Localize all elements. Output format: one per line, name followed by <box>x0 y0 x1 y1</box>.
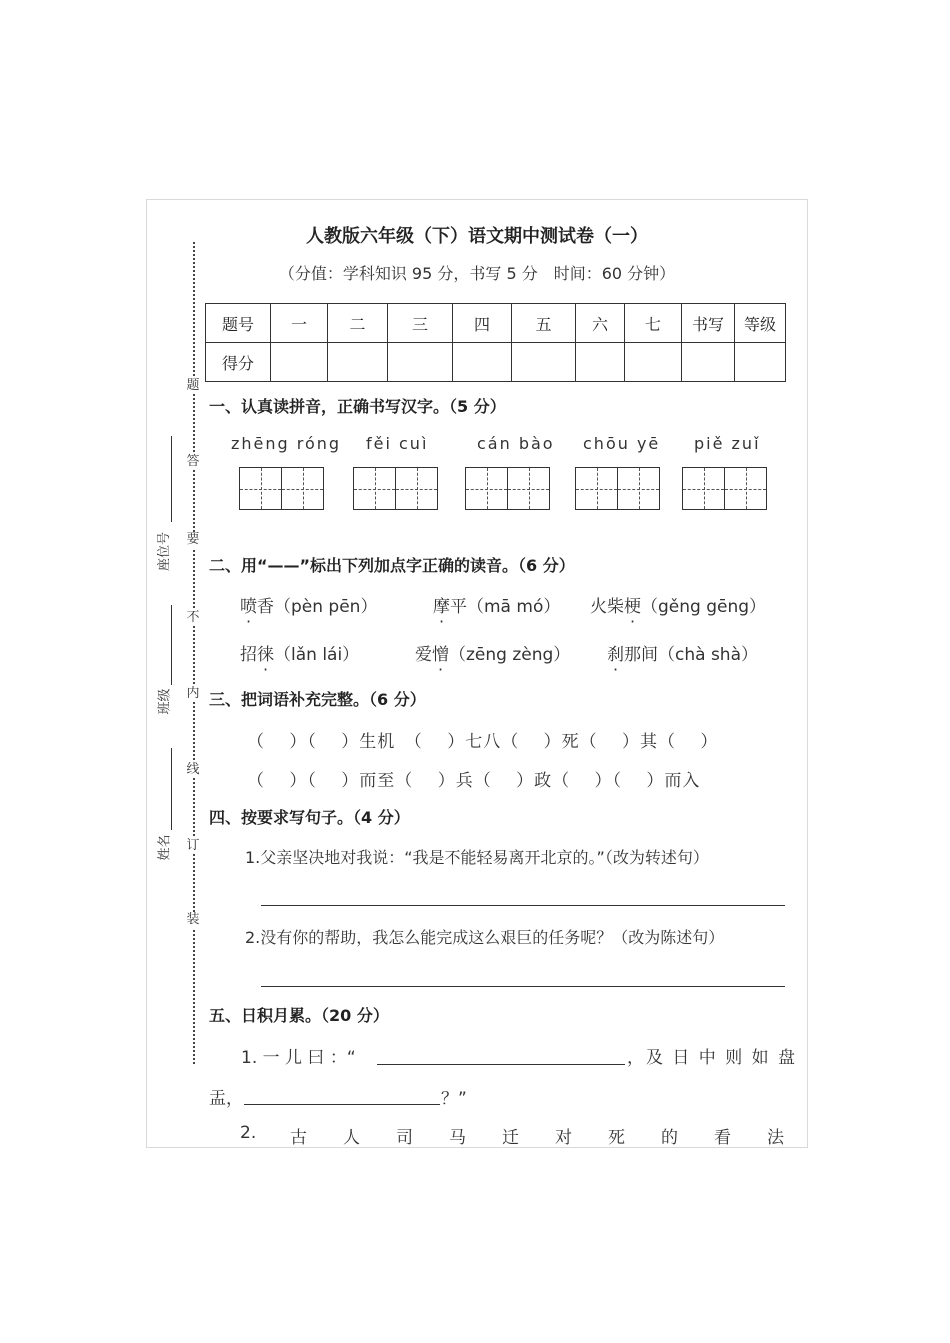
question-5-1-close: ？” <box>441 1089 467 1109</box>
q5-2-char: 司 <box>396 1128 413 1148</box>
reading-item: 爱憎（zēng zèng） <box>415 645 571 665</box>
section-1-heading: 一、认真读拼音，正确书写汉字。（5 分） <box>209 397 506 416</box>
margin-char: 要 <box>186 532 200 547</box>
score-blank[interactable] <box>735 343 786 382</box>
q5-2-char: 死 <box>608 1128 625 1148</box>
table-cell: 四 <box>453 304 512 343</box>
class-line <box>171 605 172 685</box>
q5-2-char: 看 <box>714 1128 731 1148</box>
question-5-1-end: ，及 日 中 则 如 盘 <box>627 1048 798 1068</box>
q5-2-char: 马 <box>449 1128 466 1148</box>
reading-item: 摩平（mā mó） <box>433 597 561 617</box>
question-4-2: 2.没有你的帮助，我怎么能完成这么艰巨的任务呢？（改为陈述句） <box>245 928 725 947</box>
answer-line[interactable] <box>377 1064 625 1065</box>
pinyin: chōu yē <box>583 434 661 453</box>
margin-char: 不 <box>186 610 200 625</box>
seat-number-label: 座位号 <box>157 531 173 572</box>
margin-char: 装 <box>186 912 200 927</box>
margin-char: 线 <box>186 762 200 777</box>
score-blank[interactable] <box>328 343 388 382</box>
idiom-row: （ ）（ ）而至（ ）兵（ ）政（ ）（ ）而入 <box>247 771 701 791</box>
answer-line[interactable] <box>261 905 785 906</box>
margin-char: 答 <box>186 454 200 469</box>
q5-2-char: 迁 <box>502 1128 519 1148</box>
score-blank[interactable] <box>576 343 625 382</box>
writing-grid[interactable] <box>683 467 767 511</box>
writing-grid[interactable] <box>466 467 550 511</box>
table-cell: 二 <box>328 304 388 343</box>
class-label: 班级 <box>157 688 173 715</box>
question-5-1-cont: 盂， <box>209 1089 243 1109</box>
dotted-char: 梗 <box>624 597 641 617</box>
score-blank[interactable] <box>682 343 735 382</box>
score-blank[interactable] <box>271 343 328 382</box>
pinyin: zhēng róng <box>231 434 342 453</box>
score-table-header-row <box>206 304 786 343</box>
margin-char: 内 <box>186 686 200 701</box>
table-cell: 得分 <box>206 343 271 382</box>
q5-2-char: 人 <box>343 1128 360 1148</box>
pinyin: piě zuǐ <box>694 434 761 453</box>
answer-line[interactable] <box>261 986 785 987</box>
margin-char: 题 <box>186 378 200 393</box>
table-cell: 书写 <box>682 304 735 343</box>
pinyin: cán bào <box>477 434 555 453</box>
table-cell: 五 <box>512 304 576 343</box>
table-cell: 一 <box>271 304 328 343</box>
section-2-heading: 二、用“——”标出下列加点字正确的读音。（6 分） <box>209 556 575 575</box>
name-label: 姓名 <box>157 834 173 861</box>
reading-item: 喷香（pèn pēn） <box>240 597 378 617</box>
q5-2-char: 的 <box>661 1128 678 1148</box>
score-table-score-row <box>206 343 786 382</box>
name-line <box>171 748 172 830</box>
exam-sheet <box>146 199 808 1148</box>
score-blank[interactable] <box>512 343 576 382</box>
table-cell: 六 <box>576 304 625 343</box>
q5-2-char: 2. <box>240 1123 257 1143</box>
table-cell: 三 <box>388 304 453 343</box>
reading-item: 招徕（lǎn lái） <box>240 645 360 665</box>
reading-item: 刹那间（chà shà） <box>607 645 758 665</box>
dotted-char: 摩 <box>433 597 450 617</box>
section-4-heading: 四、按要求写句子。（4 分） <box>209 808 410 827</box>
dotted-char: 憎 <box>432 645 449 665</box>
dotted-char: 刹 <box>607 645 624 665</box>
dotted-char: 喷 <box>240 597 257 617</box>
score-blank[interactable] <box>453 343 512 382</box>
seat-number-line <box>171 436 172 522</box>
score-table <box>205 303 786 382</box>
q5-2-char: 古 <box>290 1128 307 1148</box>
table-cell: 等级 <box>735 304 786 343</box>
reading-item: 火柴梗（gěng gēng） <box>590 597 767 617</box>
pinyin: fěi cuì <box>366 434 429 453</box>
section-5-heading: 五、日积月累。（20 分） <box>209 1006 389 1025</box>
writing-grid[interactable] <box>354 467 438 511</box>
dotted-char: 徕 <box>257 645 274 665</box>
writing-grid[interactable] <box>240 467 324 511</box>
score-blank[interactable] <box>625 343 682 382</box>
answer-line[interactable] <box>244 1104 440 1105</box>
writing-grid[interactable] <box>576 467 660 511</box>
score-blank[interactable] <box>388 343 453 382</box>
table-cell: 题号 <box>206 304 271 343</box>
idiom-row: （ ）（ ）生机 （ ）七八（ ）死（ ）其（ ） <box>247 732 719 752</box>
question-4-1: 1.父亲坚决地对我说：“我是不能轻易离开北京的。”（改为转述句） <box>245 848 709 867</box>
binding-dotted-line <box>193 242 195 1064</box>
margin-char: 订 <box>186 838 200 853</box>
q5-2-char: 对 <box>555 1128 572 1148</box>
table-cell: 七 <box>625 304 682 343</box>
exam-title: 人教版六年级（下）语文期中测试卷（一） <box>306 226 648 247</box>
question-5-1-start: 1. 一 儿 曰 ：“ <box>241 1048 356 1068</box>
section-3-heading: 三、把词语补充完整。（6 分） <box>209 690 426 709</box>
exam-subtitle: （分值：学科知识 95 分，书写 5 分 时间：60 分钟） <box>278 264 676 283</box>
q5-2-char: 法 <box>767 1128 784 1148</box>
